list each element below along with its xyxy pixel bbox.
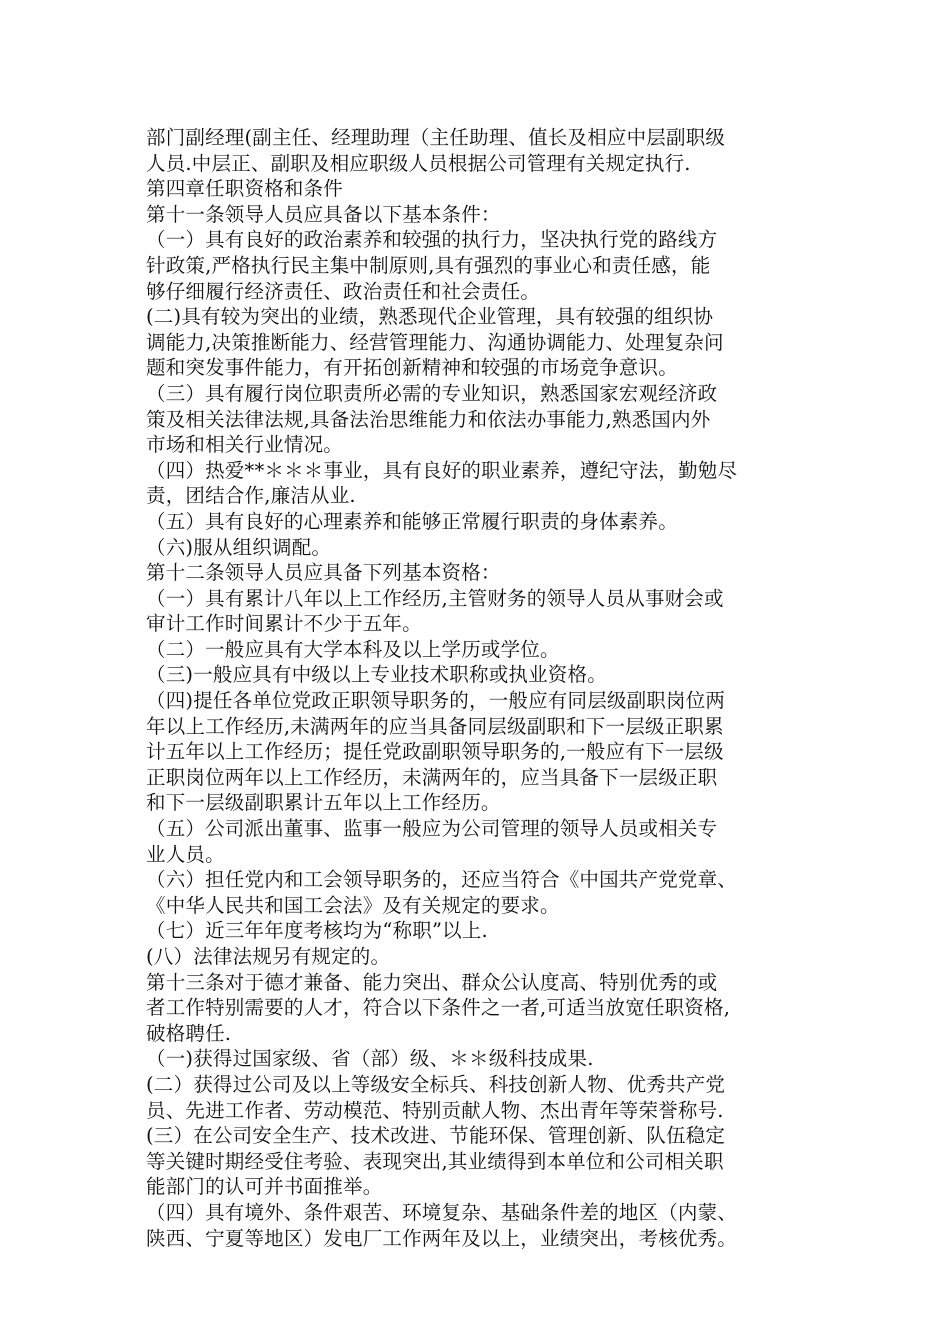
text-line: （五）具有良好的心理素养和能够正常履行职责的身体素养。 — [146, 509, 678, 533]
text-line: （四）具有境外、条件艰苦、环境复杂、基础条件差的地区（内蒙、 — [146, 1200, 738, 1224]
text-line: （一）具有良好的政治素养和较强的执行力，坚决执行党的路线方 — [146, 228, 718, 252]
text-line: （五）公司派出董事、监事一般应为公司管理的领导人员或相关专 — [146, 817, 718, 841]
document-body — [146, 125, 812, 1251]
text-line: 题和突发事件能力，有开拓创新精神和较强的市场竞争意识。 — [146, 356, 678, 380]
text-line: （四)提任各单位党政正职领导职务的，一般应有同层级副职岗位两 — [146, 689, 726, 713]
text-line: （一)获得过国家级、省（部）级、＊＊级科技成果. — [146, 1047, 594, 1071]
text-line: 人员.中层正、副职及相应职级人员根据公司管理有关规定执行. — [146, 151, 691, 175]
text-line: （一）具有累计八年以上工作经历,主管财务的领导人员从事财会或 — [146, 586, 724, 610]
text-line: 等关键时期经受住考验、表现突出,其业绩得到本单位和公司相关职 — [146, 1149, 724, 1173]
text-line: 够仔细履行经济责任、政治责任和社会责任。 — [146, 279, 541, 303]
text-line: 调能力,决策推断能力、经营管理能力、沟通协调能力、处理复杂问 — [146, 330, 724, 354]
text-line: （六）担任党内和工会领导职务的，还应当符合《中国共产党党章、 — [146, 868, 738, 892]
text-line: 针政策,严格执行民主集中制原则,具有强烈的事业心和责任感，能 — [146, 253, 711, 277]
text-line: (二）获得过公司及以上等级安全标兵、科技创新人物、优秀共产党 — [146, 1072, 726, 1096]
text-line: 市场和相关行业情况。 — [146, 433, 344, 457]
text-line: （三)一般应具有中级以上专业技术职称或执业资格。 — [146, 663, 607, 687]
text-line: 员、先进工作者、劳动模范、特别贡献人物、杰出青年等荣誉称号. — [146, 1098, 724, 1122]
text-line: 《中华人民共和国工会法》及有关规定的要求。 — [146, 893, 560, 917]
chapter-heading: 第四章任职资格和条件 — [146, 177, 344, 201]
text-line: 责，团结合作,廉洁从业. — [146, 484, 356, 508]
text-line: 者工作特别需要的人才，符合以下条件之一者,可适当放宽任职资格, — [146, 996, 731, 1020]
text-line: 审计工作时间累计不少于五年。 — [146, 612, 422, 636]
text-line: 计五年以上工作经历；提任党政副职领导职务的,一般应有下一层级 — [146, 740, 724, 764]
article-heading: 第十三条对于德才兼备、能力突出、群众公认度高、特别优秀的或 — [146, 970, 718, 994]
text-line: （七）近三年年度考核均为“称职”以上. — [146, 919, 488, 943]
article-heading: 第十一条领导人员应具备以下基本条件： — [146, 202, 501, 226]
text-line: 能部门的认可并书面推举。 — [146, 1175, 383, 1199]
text-line: （三）具有履行岗位职责所必需的专业知识，熟悉国家宏观经济政 — [146, 381, 718, 405]
text-line: (八）法律法规另有规定的。 — [146, 945, 391, 968]
text-line: 策及相关法律法规,具备法治思维能力和依法办事能力,熟悉国内外 — [146, 407, 711, 431]
text-line: 年以上工作经历,未满两年的应当具备同层级副职和下一层级正职累 — [146, 714, 724, 738]
text-line: 正职岗位两年以上工作经历，未满两年的，应当具备下一层级正职 — [146, 765, 718, 789]
text-line: 和下一层级副职累计五年以上工作经历。 — [146, 791, 501, 815]
text-line: 部门副经理(副主任、经理助理（主任助理、值长及相应中层副职级 — [146, 126, 726, 149]
text-line: （二）一般应具有大学本科及以上学历或学位。 — [146, 637, 560, 661]
text-line: (三）在公司安全生产、技术改进、节能环保、管理创新、队伍稳定 — [146, 1124, 726, 1148]
article-heading: 第十二条领导人员应具备下列基本资格： — [146, 561, 501, 585]
text-line: （四）热爱**＊＊＊事业，具有良好的职业素养，遵纪守法，勤勉尽 — [146, 458, 738, 482]
text-line: 破格聘任. — [146, 1021, 232, 1045]
text-line: 陕西、宁夏等地区）发电厂工作两年及以上，业绩突出，考核优秀。 — [146, 1226, 738, 1250]
text-line: （六)服从组织调配。 — [146, 535, 332, 559]
text-line: 业人员。 — [146, 842, 225, 866]
text-line: (二)具有较为突出的业绩，熟悉现代企业管理，具有较强的组织协 — [146, 305, 714, 329]
